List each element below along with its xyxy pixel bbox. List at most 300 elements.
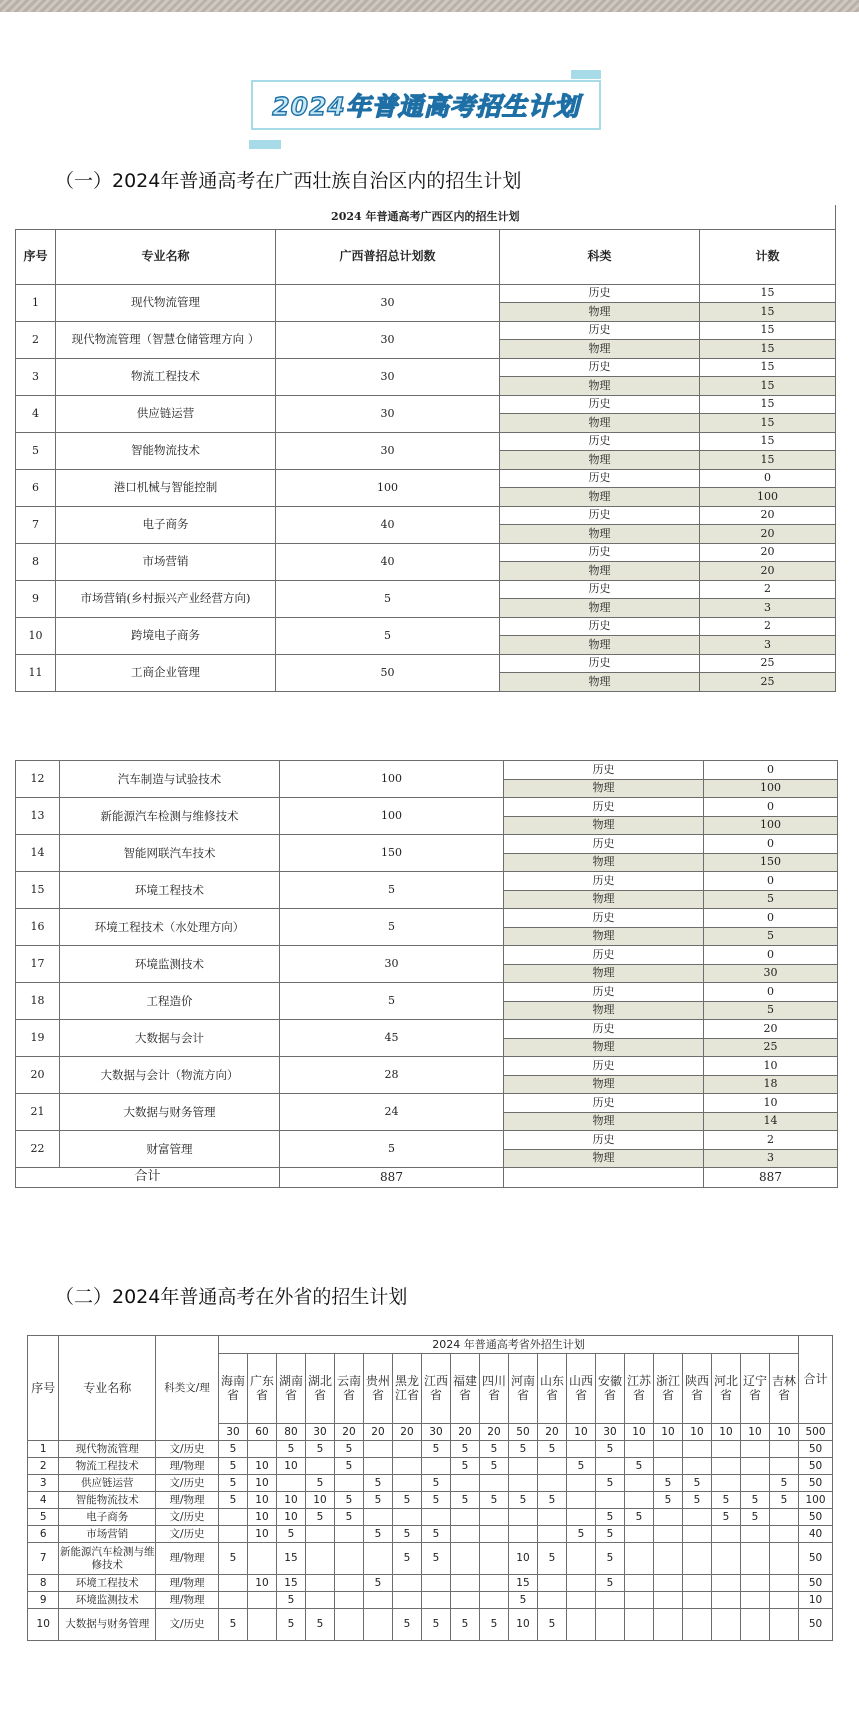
province-count <box>392 1458 421 1475</box>
province-count: 5 <box>421 1609 450 1641</box>
row-number: 8 <box>16 543 56 580</box>
province-header: 湖南省 <box>276 1354 305 1424</box>
major-name: 智能物流技术 <box>56 432 276 469</box>
subject-count: 20 <box>700 543 836 562</box>
top-decorative-strip <box>0 0 859 12</box>
province-count <box>711 1475 740 1492</box>
subject-type: 物理 <box>500 451 700 470</box>
total-plan: 100 <box>280 761 504 798</box>
province-count: 5 <box>566 1458 595 1475</box>
major-name: 市场营销 <box>59 1526 156 1543</box>
province-count <box>682 1509 711 1526</box>
province-header: 云南省 <box>334 1354 363 1424</box>
province-count <box>566 1475 595 1492</box>
province-total: 10 <box>769 1424 798 1441</box>
major-name: 工商企业管理 <box>56 654 276 691</box>
subject-count: 25 <box>704 1038 838 1057</box>
province-count <box>479 1543 508 1575</box>
row-number: 18 <box>16 983 60 1020</box>
province-count <box>740 1543 769 1575</box>
province-total: 20 <box>479 1424 508 1441</box>
subject-count: 150 <box>704 853 838 872</box>
province-count <box>595 1609 624 1641</box>
table-caption: 2024 年普通高考广西区内的招生计划 <box>16 205 836 229</box>
row-number: 9 <box>28 1592 59 1609</box>
province-count <box>218 1509 247 1526</box>
province-count: 10 <box>247 1475 276 1492</box>
province-count: 5 <box>276 1592 305 1609</box>
province-header: 江西省 <box>421 1354 450 1424</box>
province-count <box>479 1509 508 1526</box>
province-count <box>711 1458 740 1475</box>
province-count <box>653 1526 682 1543</box>
province-count <box>740 1458 769 1475</box>
province-total: 60 <box>247 1424 276 1441</box>
table-row <box>16 798 838 817</box>
subject-type: 文/历史 <box>156 1609 219 1641</box>
province-count <box>537 1526 566 1543</box>
province-count <box>769 1543 798 1575</box>
major-name: 物流工程技术 <box>59 1458 156 1475</box>
province-count: 5 <box>363 1475 392 1492</box>
province-total: 30 <box>218 1424 247 1441</box>
major-name: 港口机械与智能控制 <box>56 469 276 506</box>
subject-type: 物理 <box>504 964 704 983</box>
province-count <box>595 1592 624 1609</box>
row-number: 7 <box>28 1543 59 1575</box>
subject-type: 理/物理 <box>156 1492 219 1509</box>
column-header: 专业名称 <box>56 229 276 284</box>
subject-count: 20 <box>700 525 836 544</box>
subject-type: 历史 <box>500 321 700 340</box>
row-number: 12 <box>16 761 60 798</box>
banner-accent-top <box>571 70 601 79</box>
subject-type: 历史 <box>500 432 700 451</box>
subject-count: 3 <box>704 1149 838 1168</box>
total-plan: 5 <box>280 909 504 946</box>
table-row <box>16 432 836 451</box>
row-number: 6 <box>16 469 56 506</box>
subject-type: 物理 <box>500 377 700 396</box>
province-count <box>392 1592 421 1609</box>
province-count <box>537 1475 566 1492</box>
row-number: 4 <box>16 395 56 432</box>
major-name: 电子商务 <box>59 1509 156 1526</box>
province-count <box>711 1441 740 1458</box>
subject-count: 30 <box>704 964 838 983</box>
province-count <box>595 1492 624 1509</box>
subject-type: 历史 <box>500 284 700 303</box>
subject-count: 10 <box>704 1057 838 1076</box>
subject-type: 物理 <box>500 673 700 692</box>
total-plan: 150 <box>280 835 504 872</box>
subject-type: 物理 <box>504 1149 704 1168</box>
table-row <box>16 617 836 636</box>
subject-count: 2 <box>700 580 836 599</box>
subject-type: 历史 <box>504 1057 704 1076</box>
table-row <box>28 1492 833 1509</box>
province-total: 30 <box>595 1424 624 1441</box>
table-row <box>16 1020 838 1039</box>
province-header: 福建省 <box>450 1354 479 1424</box>
row-number: 5 <box>28 1509 59 1526</box>
province-count <box>421 1575 450 1592</box>
province-count: 5 <box>479 1441 508 1458</box>
table-row <box>16 395 836 414</box>
banner-accent-bottom <box>249 140 281 149</box>
province-count <box>479 1526 508 1543</box>
province-total: 20 <box>363 1424 392 1441</box>
province-count: 5 <box>450 1458 479 1475</box>
row-sum: 50 <box>799 1458 833 1475</box>
province-count <box>624 1492 653 1509</box>
subject-type: 历史 <box>500 543 700 562</box>
province-count: 10 <box>508 1609 537 1641</box>
subject-type: 物理 <box>504 1075 704 1094</box>
major-name: 大数据与会计 <box>60 1020 280 1057</box>
major-name: 环境工程技术 <box>60 872 280 909</box>
major-name: 智能物流技术 <box>59 1492 156 1509</box>
province-count <box>276 1475 305 1492</box>
row-number: 14 <box>16 835 60 872</box>
province-count <box>334 1526 363 1543</box>
subject-type: 物理 <box>500 340 700 359</box>
province-count: 5 <box>276 1441 305 1458</box>
province-count <box>624 1543 653 1575</box>
province-count <box>450 1526 479 1543</box>
major-name: 环境工程技术（水处理方向） <box>60 909 280 946</box>
row-number: 21 <box>16 1094 60 1131</box>
table-row <box>28 1458 833 1475</box>
province-count: 5 <box>508 1492 537 1509</box>
province-count <box>537 1509 566 1526</box>
province-count: 5 <box>537 1543 566 1575</box>
row-sum: 50 <box>799 1543 833 1575</box>
row-sum: 40 <box>799 1526 833 1543</box>
province-count <box>218 1526 247 1543</box>
major-name: 现代物流管理 <box>59 1441 156 1458</box>
subject-count: 20 <box>700 562 836 581</box>
province-count <box>479 1575 508 1592</box>
subject-count: 0 <box>704 983 838 1002</box>
province-count <box>711 1575 740 1592</box>
table-row <box>16 946 838 965</box>
subject-count: 0 <box>704 909 838 928</box>
major-name: 大数据与会计（物流方向） <box>60 1057 280 1094</box>
column-header: 计数 <box>700 229 836 284</box>
province-total: 10 <box>740 1424 769 1441</box>
province-header: 贵州省 <box>363 1354 392 1424</box>
province-header: 吉林省 <box>769 1354 798 1424</box>
major-name: 财富管理 <box>60 1131 280 1168</box>
major-name: 跨境电子商务 <box>56 617 276 654</box>
subject-count: 0 <box>704 798 838 817</box>
province-count: 5 <box>363 1492 392 1509</box>
table-row <box>16 1057 838 1076</box>
province-count: 5 <box>653 1492 682 1509</box>
province-count: 5 <box>421 1475 450 1492</box>
province-count <box>653 1609 682 1641</box>
province-count: 5 <box>537 1441 566 1458</box>
subject-type: 文/历史 <box>156 1475 219 1492</box>
province-header: 湖北省 <box>305 1354 334 1424</box>
province-count <box>711 1609 740 1641</box>
total-plan: 5 <box>276 580 500 617</box>
grand-total: 500 <box>799 1424 833 1441</box>
province-count <box>769 1609 798 1641</box>
total-plan: 30 <box>276 432 500 469</box>
subject-type: 文/历史 <box>156 1441 219 1458</box>
province-count <box>711 1543 740 1575</box>
province-count: 5 <box>334 1458 363 1475</box>
subject-count: 15 <box>700 451 836 470</box>
province-count: 5 <box>218 1543 247 1575</box>
province-count: 5 <box>450 1609 479 1641</box>
header-row <box>28 1336 833 1354</box>
table-row <box>16 543 836 562</box>
total-plan: 40 <box>276 543 500 580</box>
subject-type: 理/物理 <box>156 1458 219 1475</box>
subject-count: 10 <box>704 1094 838 1113</box>
province-count <box>247 1543 276 1575</box>
subject-count: 0 <box>704 761 838 780</box>
province-count <box>769 1441 798 1458</box>
province-header: 黑龙江省 <box>392 1354 421 1424</box>
province-count: 5 <box>305 1475 334 1492</box>
province-total: 20 <box>334 1424 363 1441</box>
subject-type: 物理 <box>504 779 704 798</box>
province-count: 5 <box>334 1492 363 1509</box>
province-count <box>769 1509 798 1526</box>
subject-count: 25 <box>700 654 836 673</box>
banner-title: 2024年普通高考招生计划 <box>272 92 580 121</box>
subject-count: 0 <box>704 835 838 854</box>
total-plan: 40 <box>276 506 500 543</box>
province-header: 河北省 <box>711 1354 740 1424</box>
subject-count: 0 <box>704 946 838 965</box>
row-number: 4 <box>28 1492 59 1509</box>
total-plan: 28 <box>280 1057 504 1094</box>
province-count: 5 <box>218 1475 247 1492</box>
province-count: 5 <box>334 1441 363 1458</box>
table-row <box>28 1526 833 1543</box>
province-count: 5 <box>595 1526 624 1543</box>
province-count <box>740 1575 769 1592</box>
major-name: 电子商务 <box>56 506 276 543</box>
province-count <box>740 1592 769 1609</box>
subject-type: 物理 <box>500 599 700 618</box>
province-count: 5 <box>566 1526 595 1543</box>
total-plan: 5 <box>280 1131 504 1168</box>
province-header: 江苏省 <box>624 1354 653 1424</box>
province-count <box>566 1441 595 1458</box>
province-count <box>624 1475 653 1492</box>
subject-type: 理/物理 <box>156 1592 219 1609</box>
province-count <box>595 1458 624 1475</box>
province-count: 15 <box>508 1575 537 1592</box>
province-count: 5 <box>450 1441 479 1458</box>
province-count: 10 <box>247 1492 276 1509</box>
province-count: 5 <box>653 1475 682 1492</box>
province-count <box>334 1609 363 1641</box>
province-total: 10 <box>653 1424 682 1441</box>
province-count: 5 <box>682 1492 711 1509</box>
province-count <box>450 1509 479 1526</box>
subject-type: 历史 <box>504 946 704 965</box>
province-count <box>363 1609 392 1641</box>
table-row <box>16 835 838 854</box>
province-count <box>218 1575 247 1592</box>
subject-type: 历史 <box>500 395 700 414</box>
province-count: 5 <box>363 1526 392 1543</box>
row-number: 9 <box>16 580 56 617</box>
row-number: 10 <box>16 617 56 654</box>
province-count: 5 <box>740 1492 769 1509</box>
province-count: 10 <box>276 1492 305 1509</box>
table-row <box>28 1509 833 1526</box>
subject-type: 物理 <box>504 1112 704 1131</box>
subject-count: 15 <box>700 414 836 433</box>
subject-type: 物理 <box>504 1001 704 1020</box>
province-count: 5 <box>305 1441 334 1458</box>
province-count <box>566 1509 595 1526</box>
total-plan: 30 <box>276 284 500 321</box>
province-count: 5 <box>479 1458 508 1475</box>
province-count: 5 <box>508 1592 537 1609</box>
province-count: 5 <box>769 1475 798 1492</box>
major-name: 汽车制造与试验技术 <box>60 761 280 798</box>
subject-count: 15 <box>700 395 836 414</box>
province-count: 5 <box>421 1526 450 1543</box>
table-row <box>16 909 838 928</box>
province-count: 5 <box>537 1609 566 1641</box>
province-count: 5 <box>392 1543 421 1575</box>
row-number: 13 <box>16 798 60 835</box>
subject-type: 历史 <box>504 1131 704 1150</box>
major-name: 新能源汽车检测与维修技术 <box>60 798 280 835</box>
table-row <box>28 1543 833 1575</box>
province-count: 10 <box>276 1509 305 1526</box>
province-count <box>305 1543 334 1575</box>
subject-count: 100 <box>700 488 836 507</box>
subject-count: 25 <box>700 673 836 692</box>
province-count: 5 <box>392 1492 421 1509</box>
row-number: 17 <box>16 946 60 983</box>
subject-count: 15 <box>700 321 836 340</box>
province-count: 5 <box>421 1492 450 1509</box>
table-row <box>16 983 838 1002</box>
column-header: 科类 <box>500 229 700 284</box>
province-count: 5 <box>218 1458 247 1475</box>
province-count: 10 <box>247 1458 276 1475</box>
province-count <box>450 1592 479 1609</box>
row-number: 20 <box>16 1057 60 1094</box>
table-row <box>28 1609 833 1641</box>
province-count: 5 <box>305 1509 334 1526</box>
province-count: 5 <box>624 1458 653 1475</box>
major-name: 市场营销(乡村振兴产业经营方向) <box>56 580 276 617</box>
subject-type: 历史 <box>504 872 704 891</box>
province-count: 5 <box>508 1441 537 1458</box>
province-count <box>508 1458 537 1475</box>
subject-count: 15 <box>700 284 836 303</box>
province-count: 5 <box>218 1609 247 1641</box>
province-header: 浙江省 <box>653 1354 682 1424</box>
out-of-province-plan-table <box>27 1335 833 1641</box>
province-count <box>682 1609 711 1641</box>
province-count <box>624 1441 653 1458</box>
subject-count: 100 <box>704 779 838 798</box>
table-row <box>16 321 836 340</box>
banner-box <box>251 80 601 130</box>
province-count: 5 <box>595 1475 624 1492</box>
subject-count: 15 <box>700 377 836 396</box>
column-header-sum: 合计 <box>799 1336 833 1424</box>
province-count: 5 <box>218 1441 247 1458</box>
province-count <box>392 1441 421 1458</box>
province-total: 10 <box>566 1424 595 1441</box>
row-number: 1 <box>28 1441 59 1458</box>
subject-count: 15 <box>700 358 836 377</box>
subject-count: 5 <box>704 1001 838 1020</box>
row-sum: 10 <box>799 1592 833 1609</box>
province-count: 5 <box>711 1492 740 1509</box>
province-count: 10 <box>508 1543 537 1575</box>
province-count: 5 <box>595 1441 624 1458</box>
sum-blank <box>504 1168 704 1188</box>
province-count <box>537 1575 566 1592</box>
row-sum: 50 <box>799 1475 833 1492</box>
subject-type: 物理 <box>500 414 700 433</box>
row-number: 8 <box>28 1575 59 1592</box>
province-count: 10 <box>247 1509 276 1526</box>
total-plan: 24 <box>280 1094 504 1131</box>
subject-count: 15 <box>700 303 836 322</box>
province-total: 30 <box>305 1424 334 1441</box>
subject-type: 历史 <box>500 506 700 525</box>
guangxi-plan-table-part1 <box>15 205 836 692</box>
major-name: 环境工程技术 <box>59 1575 156 1592</box>
province-count <box>334 1475 363 1492</box>
province-count <box>537 1458 566 1475</box>
province-count: 5 <box>595 1543 624 1575</box>
province-count: 5 <box>392 1526 421 1543</box>
province-count <box>653 1509 682 1526</box>
province-count <box>624 1526 653 1543</box>
province-count: 5 <box>421 1543 450 1575</box>
province-count <box>421 1458 450 1475</box>
province-count <box>653 1575 682 1592</box>
province-count <box>421 1592 450 1609</box>
province-count <box>537 1592 566 1609</box>
subject-count: 20 <box>704 1020 838 1039</box>
province-count: 10 <box>305 1492 334 1509</box>
province-count <box>305 1592 334 1609</box>
guangxi-plan-table-part2 <box>15 760 838 1188</box>
province-count <box>305 1458 334 1475</box>
province-count: 5 <box>769 1492 798 1509</box>
province-count <box>769 1526 798 1543</box>
table-row <box>16 284 836 303</box>
table-row <box>28 1441 833 1458</box>
province-count <box>363 1458 392 1475</box>
subject-type: 历史 <box>500 580 700 599</box>
subject-type: 物理 <box>500 525 700 544</box>
province-count <box>711 1592 740 1609</box>
province-count: 5 <box>682 1475 711 1492</box>
row-number: 2 <box>16 321 56 358</box>
row-sum: 50 <box>799 1609 833 1641</box>
